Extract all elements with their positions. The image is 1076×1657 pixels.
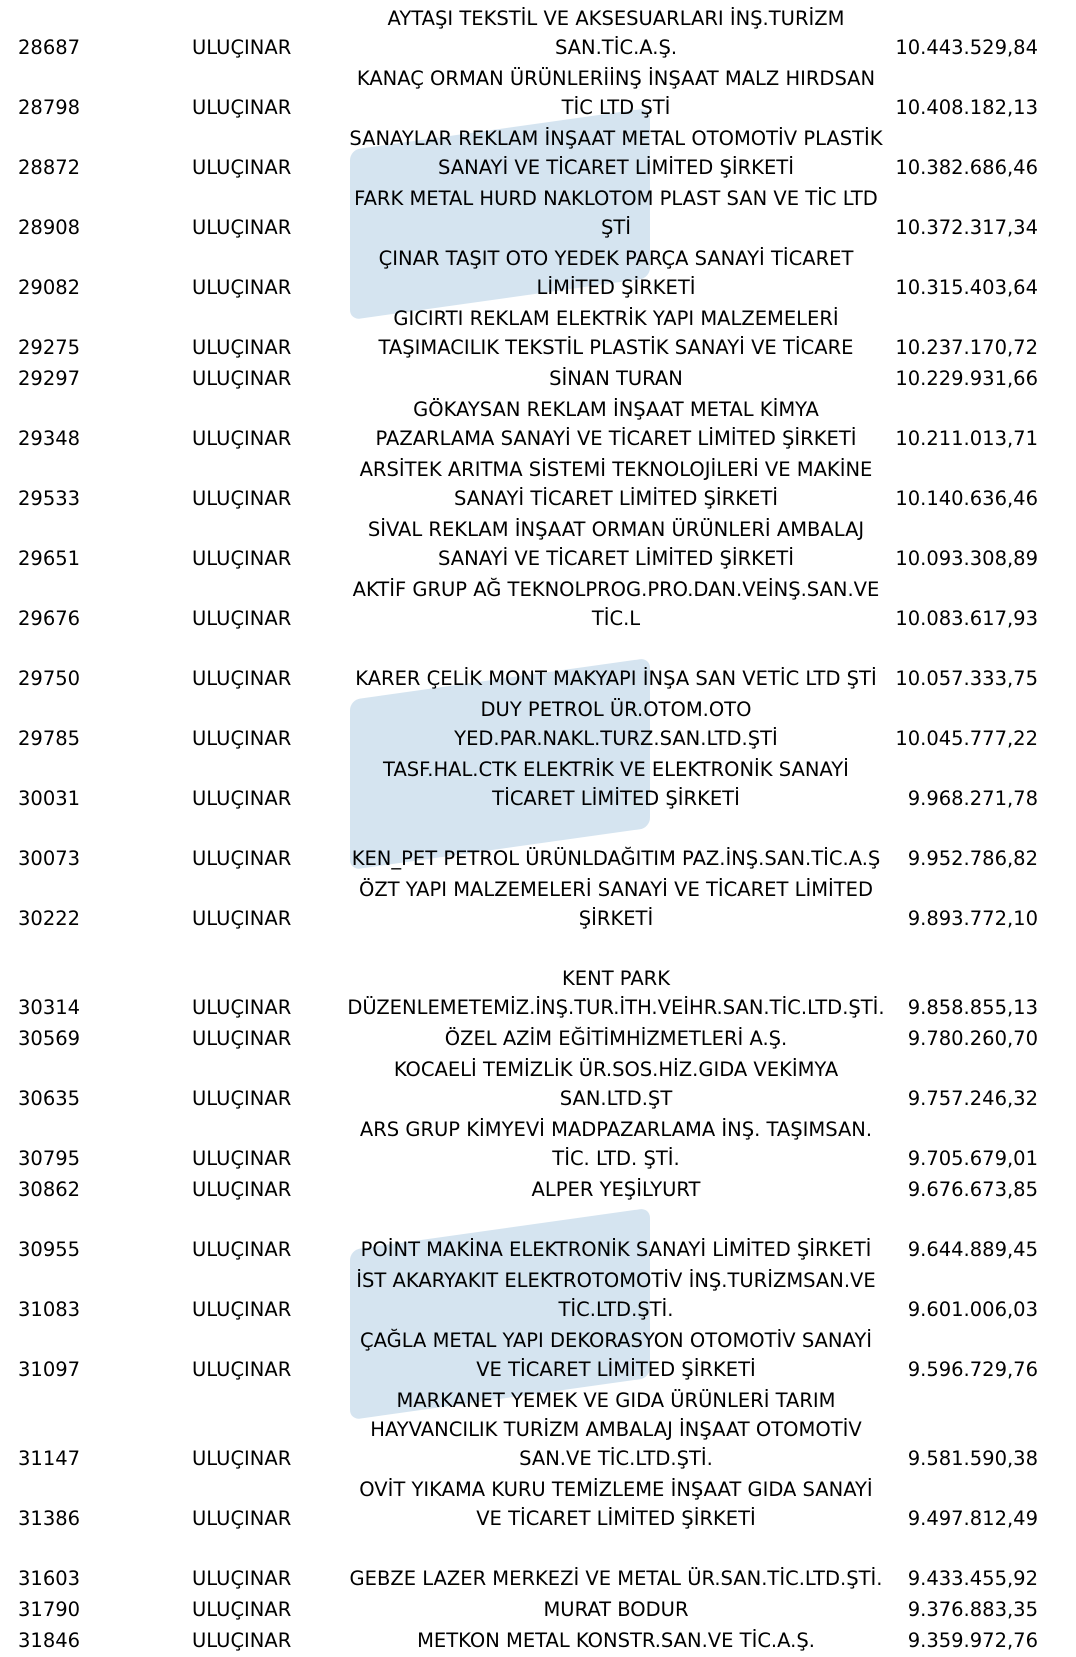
row-number: 29651: [18, 547, 81, 570]
company-name-cell: OVİT YIKAMA KURU TEMİZLEME İNŞAAT GIDA SANAYİ VE TİCARET LİMİTED ŞİRKETİ: [359, 1478, 873, 1530]
row-number: 31790: [18, 1598, 81, 1621]
row-number: 28687: [18, 36, 81, 59]
table-row: [0, 364, 1076, 395]
row-number: 31846: [18, 1629, 81, 1652]
row-number: 30222: [18, 907, 81, 930]
amount-cell: 9.376.883,35: [907, 1598, 1038, 1621]
district-cell: ULUÇINAR: [192, 1447, 292, 1470]
company-name-cell: AKTİF GRUP AĞ TEKNOLPROG.PRO.DAN.VEİNŞ.SAN.VE TİC.L: [352, 578, 880, 630]
row-number: 30314: [18, 996, 81, 1019]
row-number: 31147: [18, 1447, 81, 1470]
company-name-cell: İST AKARYAKIT ELEKTROTOMOTİV İNŞ.TURİZMSAN.VE TİC.LTD.ŞTİ.: [356, 1269, 876, 1321]
company-name-cell: ÖZEL AZİM EĞİTİMHİZMETLERİ A.Ş.: [444, 1027, 788, 1050]
row-number: 31083: [18, 1298, 81, 1321]
amount-cell: 10.045.777,22: [895, 727, 1038, 750]
amount-cell: 9.433.455,92: [907, 1567, 1038, 1590]
company-name-cell: GICIRTI REKLAM ELEKTRİK YAPI MALZEMELERİ TAŞIMACILIK TEKSTİL PLASTİK SANAYİ VE TİCARE: [378, 307, 854, 359]
district-cell: ULUÇINAR: [192, 1358, 292, 1381]
company-name-cell: DUY PETROL ÜR.OTOM.OTO YED.PAR.NAKL.TURZ.SAN.LTD.ŞTİ: [454, 698, 778, 750]
row-number: 29533: [18, 487, 81, 510]
company-name-cell: ÇAĞLA METAL YAPI DEKORASYON OTOMOTİV SANAYİ VE TİCARET LİMİTED ŞİRKETİ: [360, 1329, 872, 1381]
table-row: [0, 1535, 1076, 1595]
amount-cell: 9.497.812,49: [907, 1507, 1038, 1530]
row-number: 30862: [18, 1178, 81, 1201]
company-name-cell: MARKANET YEMEK VE GIDA ÜRÜNLERİ TARIM HAYVANCILIK TURİZM AMBALAJ İNŞAAT OTOMOTİV SAN.VE TİC.LTD.ŞTİ.: [370, 1389, 862, 1470]
table-row: [0, 1326, 1076, 1386]
company-name-cell: MURAT BODUR: [543, 1598, 689, 1621]
district-cell: ULUÇINAR: [192, 216, 292, 239]
amount-cell: 9.893.772,10: [907, 907, 1038, 930]
table-row: [0, 1266, 1076, 1326]
amount-cell: 10.211.013,71: [895, 427, 1038, 450]
amount-cell: 10.093.308,89: [895, 547, 1038, 570]
company-name-cell: ARS GRUP KİMYEVİ MADPAZARLAMA İNŞ. TAŞIMSAN. TİC. LTD. ŞTİ.: [359, 1118, 873, 1170]
table-row: [0, 1175, 1076, 1206]
company-name-cell: METKON METAL KONSTR.SAN.VE TİC.A.Ş.: [417, 1629, 815, 1652]
company-name-cell: ALPER YEŞİLYURT: [531, 1178, 701, 1201]
district-cell: ULUÇINAR: [192, 787, 292, 810]
district-cell: ULUÇINAR: [192, 276, 292, 299]
district-cell: ULUÇINAR: [192, 847, 292, 870]
amount-cell: 10.237.170,72: [895, 336, 1038, 359]
table-row: [0, 695, 1076, 755]
amount-cell: 9.596.729,76: [907, 1358, 1038, 1381]
amount-cell: 9.601.006,03: [907, 1298, 1038, 1321]
table-row: [0, 515, 1076, 575]
company-name-cell: SİNAN TURAN: [549, 367, 683, 390]
table-row: [0, 184, 1076, 244]
table-row: [0, 935, 1076, 1024]
district-cell: ULUÇINAR: [192, 547, 292, 570]
row-number: 30569: [18, 1027, 81, 1050]
amount-cell: 10.315.403,64: [895, 276, 1038, 299]
district-cell: ULUÇINAR: [192, 427, 292, 450]
amount-cell: 10.083.617,93: [895, 607, 1038, 630]
district-cell: ULUÇINAR: [192, 607, 292, 630]
company-name-cell: KENT PARK DÜZENLEMETEMİZ.İNŞ.TUR.İTH.VEİHR.SAN.TİC.LTD.ŞTİ.: [347, 967, 885, 1019]
amount-cell: 10.443.529,84: [895, 36, 1038, 59]
district-cell: ULUÇINAR: [192, 36, 292, 59]
district-cell: ULUÇINAR: [192, 367, 292, 390]
amount-cell: 10.057.333,75: [895, 667, 1038, 690]
company-name-cell: GÖKAYSAN REKLAM İNŞAAT METAL KİMYA PAZARLAMA SANAYİ VE TİCARET LİMİTED ŞİRKETİ: [375, 398, 857, 450]
table-row: [0, 1206, 1076, 1266]
district-cell: ULUÇINAR: [192, 907, 292, 930]
row-number: 31386: [18, 1507, 81, 1530]
amount-cell: 9.780.260,70: [907, 1027, 1038, 1050]
row-number: 31097: [18, 1358, 81, 1381]
table-row: [0, 1024, 1076, 1055]
company-name-cell: SİVAL REKLAM İNŞAAT ORMAN ÜRÜNLERİ AMBALAJ SANAYİ VE TİCARET LİMİTED ŞİRKETİ: [367, 518, 865, 570]
company-name-cell: POİNT MAKİNA ELEKTRONİK SANAYİ LİMİTED ŞİRKETİ: [360, 1238, 872, 1261]
company-name-cell: ÖZT YAPI MALZEMELERİ SANAYİ VE TİCARET LİMİTED ŞİRKETİ: [358, 878, 874, 930]
amount-cell: 10.382.686,46: [895, 156, 1038, 179]
amount-cell: 9.858.855,13: [907, 996, 1038, 1019]
district-cell: ULUÇINAR: [192, 1147, 292, 1170]
district-cell: ULUÇINAR: [192, 156, 292, 179]
district-cell: ULUÇINAR: [192, 996, 292, 1019]
amount-table: [0, 4, 1076, 1657]
row-number: 30635: [18, 1087, 81, 1110]
company-name-cell: FARK METAL HURD NAKLOTOM PLAST SAN VE TİC LTD ŞTİ: [354, 187, 878, 239]
company-name-cell: KOCAELİ TEMİZLİK ÜR.SOS.HİZ.GIDA VEKİMYA SAN.LTD.ŞT: [393, 1058, 839, 1110]
table-row: [0, 815, 1076, 875]
company-name-cell: KARER ÇELİK MONT MAKYAPI İNŞA SAN VETİC LTD ŞTİ: [355, 667, 877, 690]
row-number: 29785: [18, 727, 81, 750]
district-cell: ULUÇINAR: [192, 1507, 292, 1530]
company-name-cell: GEBZE LAZER MERKEZİ VE METAL ÜR.SAN.TİC.LTD.ŞTİ.: [349, 1567, 883, 1590]
district-cell: ULUÇINAR: [192, 96, 292, 119]
amount-cell: 9.968.271,78: [907, 787, 1038, 810]
row-number: 29348: [18, 427, 81, 450]
district-cell: ULUÇINAR: [192, 1629, 292, 1652]
row-number: 29082: [18, 276, 81, 299]
table-row: [0, 395, 1076, 455]
table-row: [0, 304, 1076, 364]
company-name-cell: ARSİTEK ARITMA SİSTEMİ TEKNOLOJİLERİ VE MAKİNE SANAYİ TİCARET LİMİTED ŞİRKETİ: [359, 458, 873, 510]
company-name-cell: KEN_PET PETROL ÜRÜNLDAĞITIM PAZ.İNŞ.SAN.TİC.A.Ş: [351, 847, 881, 870]
amount-cell: 9.581.590,38: [907, 1447, 1038, 1470]
amount-cell: 10.229.931,66: [895, 367, 1038, 390]
table-row: [0, 124, 1076, 184]
amount-cell: 9.757.246,32: [907, 1087, 1038, 1110]
table-row: [0, 455, 1076, 515]
district-cell: ULUÇINAR: [192, 1178, 292, 1201]
row-number: 30031: [18, 787, 81, 810]
table-row: [0, 1475, 1076, 1535]
row-number: 31603: [18, 1567, 81, 1590]
company-name-cell: SANAYLAR REKLAM İNŞAAT METAL OTOMOTİV PLASTİK SANAYİ VE TİCARET LİMİTED ŞİRKETİ: [349, 127, 883, 179]
table-row: [0, 575, 1076, 635]
amount-cell: 9.705.679,01: [907, 1147, 1038, 1170]
amount-cell: 9.359.972,76: [907, 1629, 1038, 1652]
district-cell: ULUÇINAR: [192, 727, 292, 750]
row-number: 29275: [18, 336, 81, 359]
table-row: [0, 1055, 1076, 1115]
table-row: [0, 1386, 1076, 1475]
amount-cell: 10.372.317,34: [895, 216, 1038, 239]
row-number: 30073: [18, 847, 81, 870]
row-number: 30955: [18, 1238, 81, 1261]
district-cell: ULUÇINAR: [192, 487, 292, 510]
company-name-cell: ÇINAR TAŞIT OTO YEDEK PARÇA SANAYİ TİCARET LİMİTED ŞİRKETİ: [378, 247, 854, 299]
row-number: 30795: [18, 1147, 81, 1170]
district-cell: ULUÇINAR: [192, 1087, 292, 1110]
district-cell: ULUÇINAR: [192, 1238, 292, 1261]
district-cell: ULUÇINAR: [192, 667, 292, 690]
row-number: 28798: [18, 96, 81, 119]
amount-cell: 9.644.889,45: [907, 1238, 1038, 1261]
table-row: [0, 4, 1076, 64]
amount-cell: 10.140.636,46: [895, 487, 1038, 510]
table-row: [0, 1115, 1076, 1175]
district-cell: ULUÇINAR: [192, 1598, 292, 1621]
table-row: [0, 875, 1076, 935]
table-row: [0, 635, 1076, 695]
district-cell: ULUÇINAR: [192, 1027, 292, 1050]
district-cell: ULUÇINAR: [192, 1298, 292, 1321]
company-name-cell: TASF.HAL.CTK ELEKTRİK VE ELEKTRONİK SANAYİ TİCARET LİMİTED ŞİRKETİ: [383, 758, 849, 810]
row-number: 29750: [18, 667, 81, 690]
table-row: [0, 64, 1076, 124]
district-cell: ULUÇINAR: [192, 1567, 292, 1590]
amount-cell: 9.952.786,82: [907, 847, 1038, 870]
company-name-cell: AYTAŞI TEKSTİL VE AKSESUARLARI İNŞ.TURİZM SAN.TİC.A.Ş.: [387, 7, 845, 59]
amount-cell: 10.408.182,13: [895, 96, 1038, 119]
row-number: 28872: [18, 156, 81, 179]
table-row: [0, 755, 1076, 815]
row-number: 29676: [18, 607, 81, 630]
amount-cell: 9.676.673,85: [907, 1178, 1038, 1201]
company-name-cell: KANAÇ ORMAN ÜRÜNLERİİNŞ İNŞAAT MALZ HIRDSAN TİC LTD ŞTİ: [356, 67, 876, 119]
row-number: 29297: [18, 367, 81, 390]
district-cell: ULUÇINAR: [192, 336, 292, 359]
table-row: [0, 1626, 1076, 1657]
table-row: [0, 244, 1076, 304]
row-number: 28908: [18, 216, 81, 239]
